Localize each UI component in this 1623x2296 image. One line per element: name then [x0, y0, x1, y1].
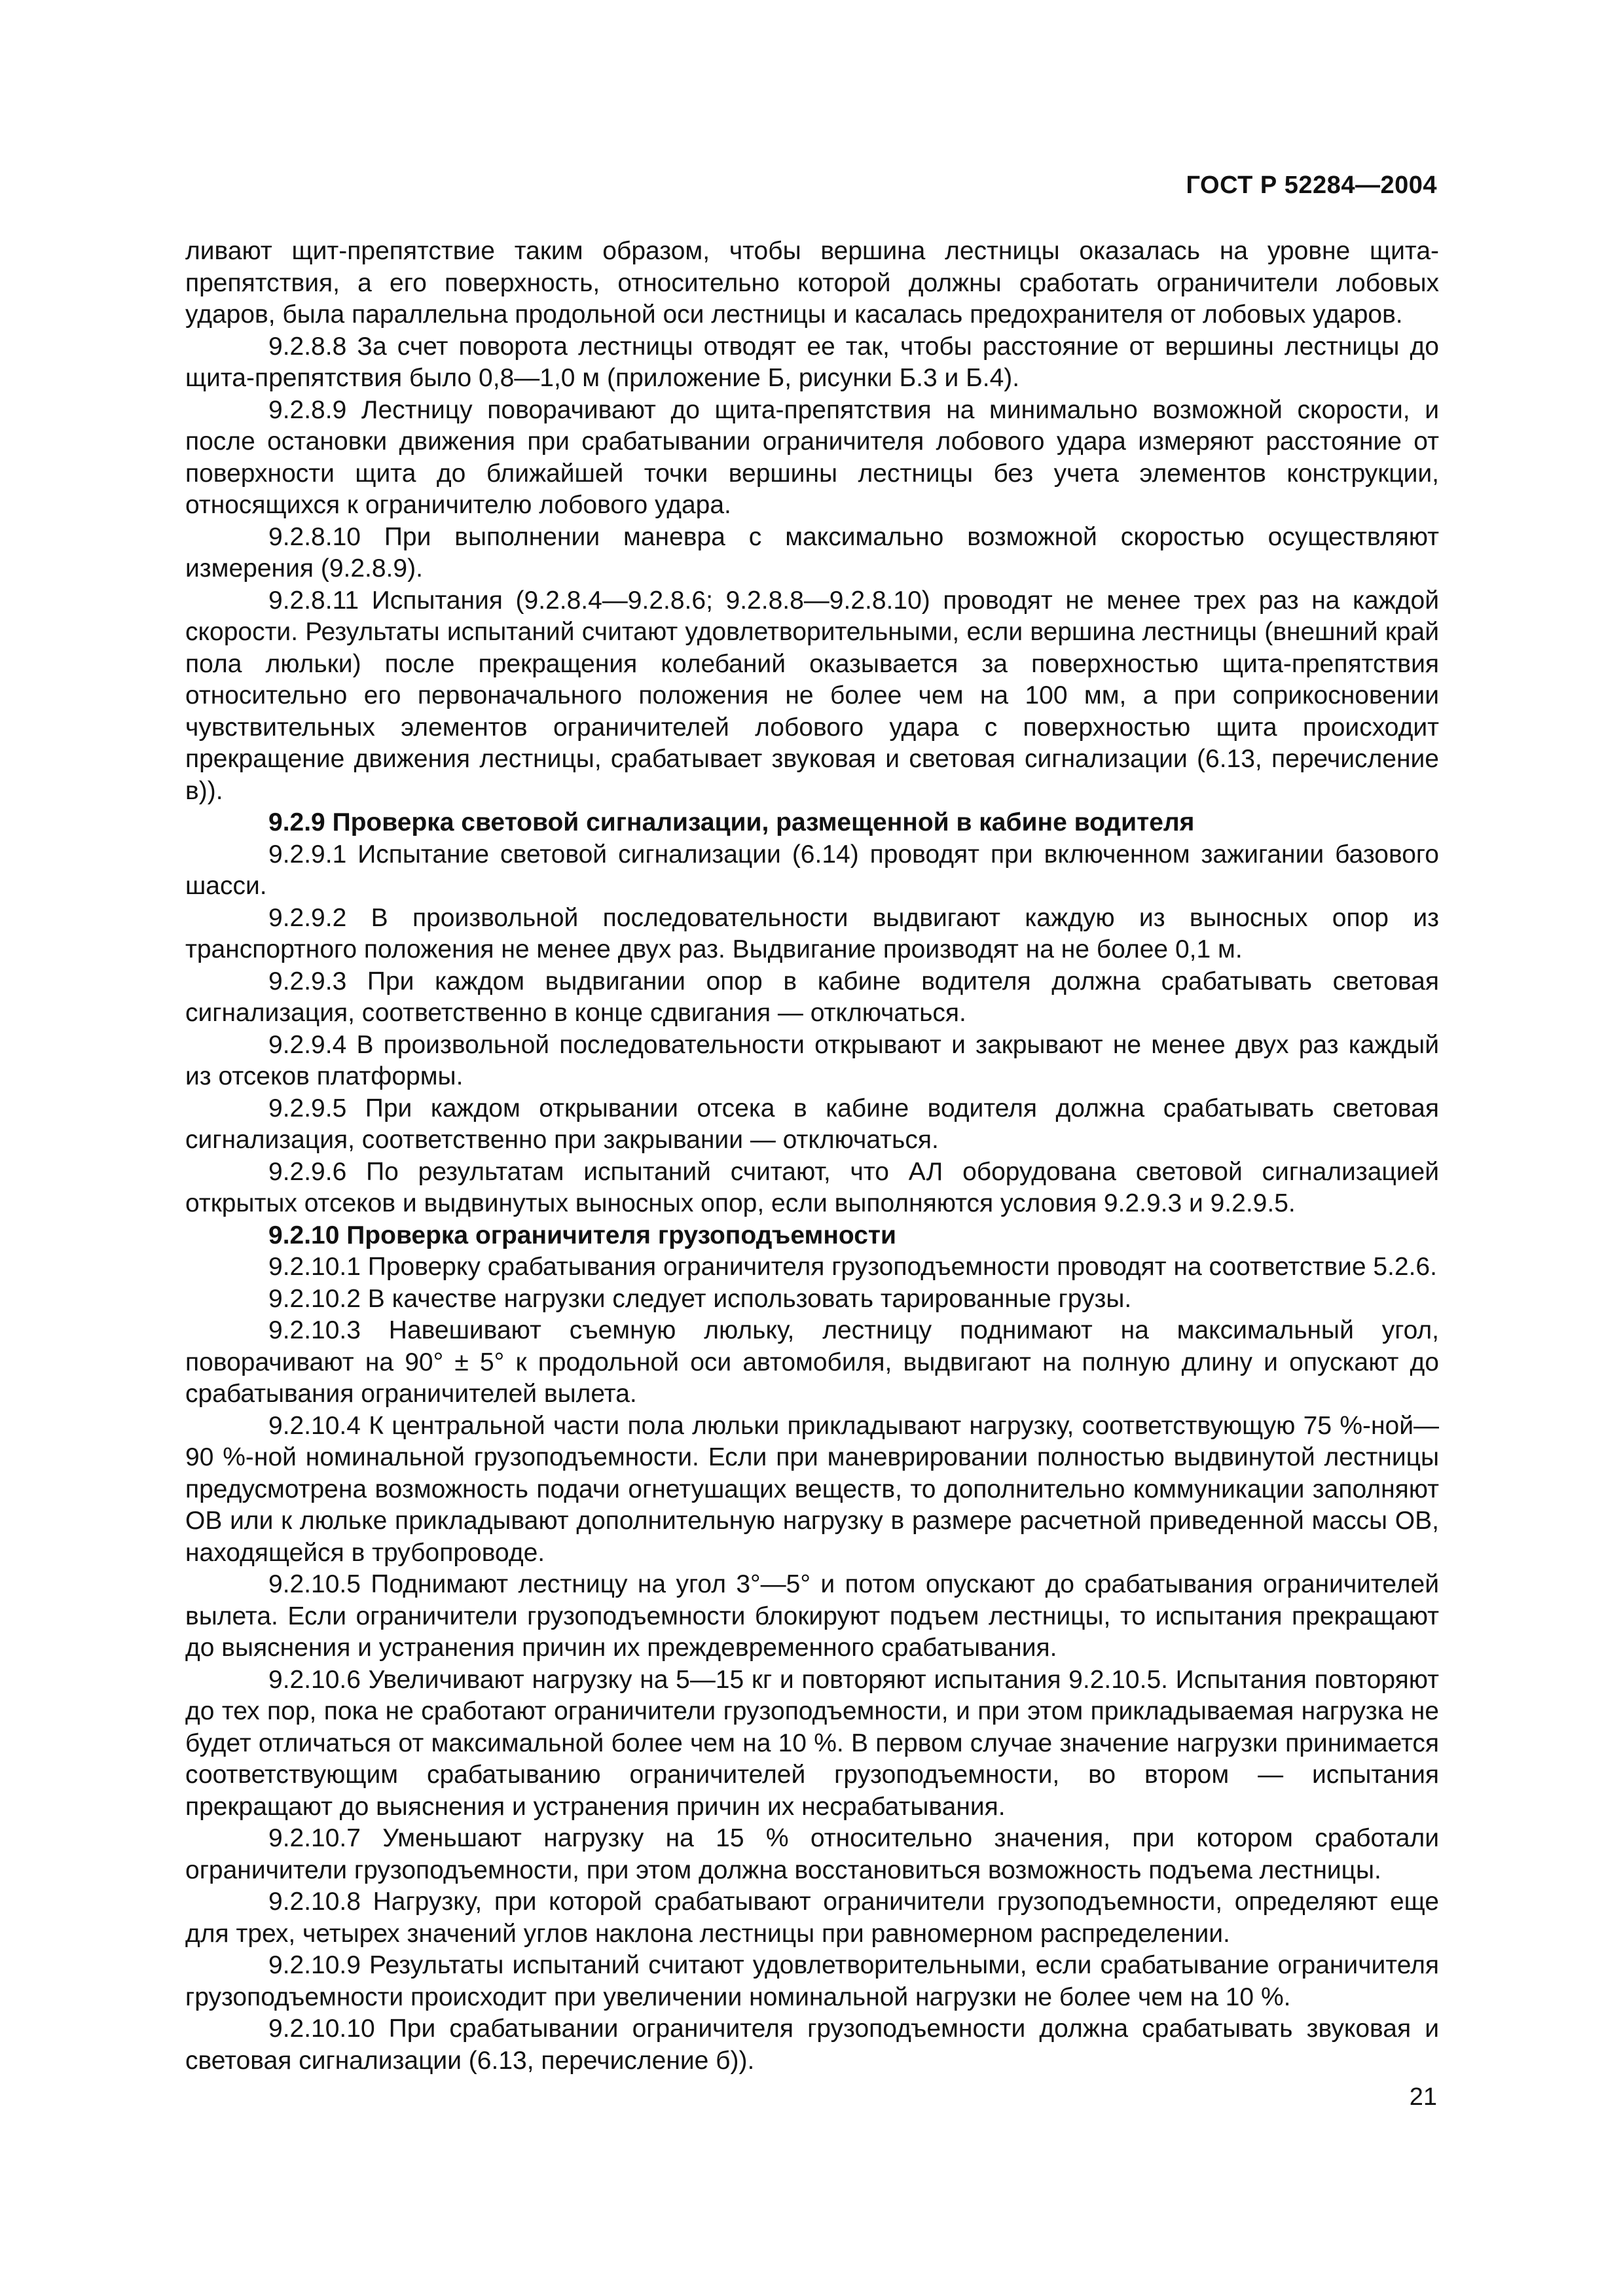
paragraph-9-2-10-1: 9.2.10.1 Проверку срабатывания ограничителя грузоподъемности проводят на соответствие 5.2.6.: [268, 1253, 1437, 1281]
paragraph-9-2-9-5: 9.2.9.5 При каждом открывании отсека в кабине водителя должна срабатывать световая сигнализация, соответственно при закрывании — отключаться.: [185, 1094, 1439, 1154]
paragraph-9-2-10-9: 9.2.10.9 Результаты испытаний считают удовлетворительными, если срабатывание ограничителя грузоподъемности происходит при увеличении номинальной нагрузки не более чем на 10 %.: [185, 1951, 1439, 2011]
paragraph-9-2-10-10: 9.2.10.10 При срабатывании ограничителя грузоподъемности должна срабатывать звуковая и световая сигнализации (6.13, перечисление б)).: [185, 2015, 1439, 2075]
section-heading-9-2-10: 9.2.10 Проверка ограничителя грузоподъемности: [268, 1221, 897, 1249]
paragraph-9-2-8-8: 9.2.8.8 За счет поворота лестницы отводят ее так, чтобы расстояние от вершины лестницы до щита-препятствия было 0,8—1,0 м (приложение Б, рисунки Б.3 и Б.4).: [185, 332, 1439, 392]
page-number: 21: [1409, 2083, 1437, 2111]
document-body: [185, 236, 1439, 2077]
paragraph-9-2-9-2: 9.2.9.2 В произвольной последовательности выдвигают каждую из выносных опор из транспортного положения не менее двух раз. Выдвигание производят на не более 0,1 м.: [185, 903, 1439, 963]
paragraph-9-2-9-1: 9.2.9.1 Испытание световой сигнализации (6.14) проводят при включенном зажигании базового шасси.: [185, 840, 1439, 900]
paragraph-9-2-10-8: 9.2.10.8 Нагрузку, при которой срабатывают ограничители грузоподъемности, определяют еще для трех, четырех значений углов наклона лестницы при равномерном распределении.: [185, 1888, 1439, 1948]
section-heading-9-2-9: 9.2.9 Проверка световой сигнализации, размещенной в кабине водителя: [268, 808, 1195, 836]
paragraph-9-2-9-4: 9.2.9.4 В произвольной последовательности открывают и закрывают не менее двух раз каждый из отсеков платформы.: [185, 1030, 1439, 1090]
paragraph-9-2-10-5: 9.2.10.5 Поднимают лестницу на угол 3°—5° и потом опускают до срабатывания ограничителей вылета. Если ограничители грузоподъемности блокируют подъем лестницы, то испытания прекращают до выяснения и устранения причин их преждевременного срабатывания.: [185, 1570, 1439, 1662]
paragraph-9-2-10-6: 9.2.10.6 Увеличивают нагрузку на 5—15 кг и повторяют испытания 9.2.10.5. Испытания повторяют до тех пор, пока не сработают ограничители грузоподъемности, и при этом прикладываемая нагрузка не будет отличаться от максимальной более чем на 10 %. В первом случае значение нагрузки принимается соответствующим срабатыванию ограничителей грузоподъемности, во втором — испытания прекращают до выяснения и устранения причин их несрабатывания.: [185, 1665, 1439, 1821]
paragraph-9-2-8-10: 9.2.8.10 При выполнении маневра с максимально возможной скоростью осуществляют измерения (9.2.8.9).: [185, 522, 1439, 583]
paragraph-9-2-8-9: 9.2.8.9 Лестницу поворачивают до щита-препятствия на минимально возможной скорости, и после остановки движения при срабатывании ограничителя лобового удара измеряют расстояние от поверхности щита до ближайшей точки вершины лестницы без учета элементов конструкции, относящихся к ограничителю лобового удара.: [185, 395, 1439, 519]
paragraph-continuation: ливают щит-препятствие таким образом, чтобы вершина лестницы оказалась на уровне щита-препятствия, а его поверхность, относительно которой должны сработать ограничители лобовых ударов, была параллельна продольной оси лестницы и касалась предохранителя от лобовых ударов.: [185, 237, 1439, 329]
paragraph-9-2-8-11: 9.2.8.11 Испытания (9.2.8.4—9.2.8.6; 9.2.8.8—9.2.8.10) проводят не менее трех раз на каждой скорости. Результаты испытаний считают удовлетворительными, если вершина лестницы (внешний край пола люльки) после прекращения колебаний оказывается за поверхностью щита-препятствия относительно его первоначального положения не более чем на 100 мм, а при соприкосновении чувствительных элементов ограничителей лобового удара с поверхностью щита происходит прекращение движения лестницы, срабатывает звуковая и световая сигнализации (6.13, перечисление в)).: [185, 586, 1439, 805]
paragraph-9-2-10-2: 9.2.10.2 В качестве нагрузки следует использовать тарированные грузы.: [268, 1284, 1132, 1313]
paragraph-9-2-10-7: 9.2.10.7 Уменьшают нагрузку на 15 % относительно значения, при котором сработали ограничители грузоподъемности, при этом должна восстановиться возможность подъема лестницы.: [185, 1824, 1439, 1884]
paragraph-9-2-9-6: 9.2.9.6 По результатам испытаний считают, что АЛ оборудована световой сигнализацией открытых отсеков и выдвинутых выносных опор, если выполняются условия 9.2.9.3 и 9.2.9.5.: [185, 1157, 1439, 1217]
document-header: ГОСТ Р 52284—2004: [1186, 171, 1437, 199]
paragraph-9-2-10-3: 9.2.10.3 Навешивают съемную люльку, лестницу поднимают на максимальный угол, поворачивают на 90° ± 5° к продольной оси автомобиля, выдвигают на полную длину и опускают до срабатывания ограничителей вылета.: [185, 1316, 1439, 1408]
paragraph-9-2-10-4: 9.2.10.4 К центральной части пола люльки прикладывают нагрузку, соответствующую 75 %-ной—90 %-ной номинальной грузоподъемности. Если при маневрировании полностью выдвинутой лестницы предусмотрена возможность подачи огнетушащих веществ, то дополнительно коммуникации заполняют ОВ или к люльке прикладывают дополнительную нагрузку в размере расчетной приведенной массы ОВ, находящейся в трубопроводе.: [185, 1411, 1439, 1567]
paragraph-9-2-9-3: 9.2.9.3 При каждом выдвигании опор в кабине водителя должна срабатывать световая сигнализация, соответственно в конце сдвигания — отключаться.: [185, 967, 1439, 1027]
